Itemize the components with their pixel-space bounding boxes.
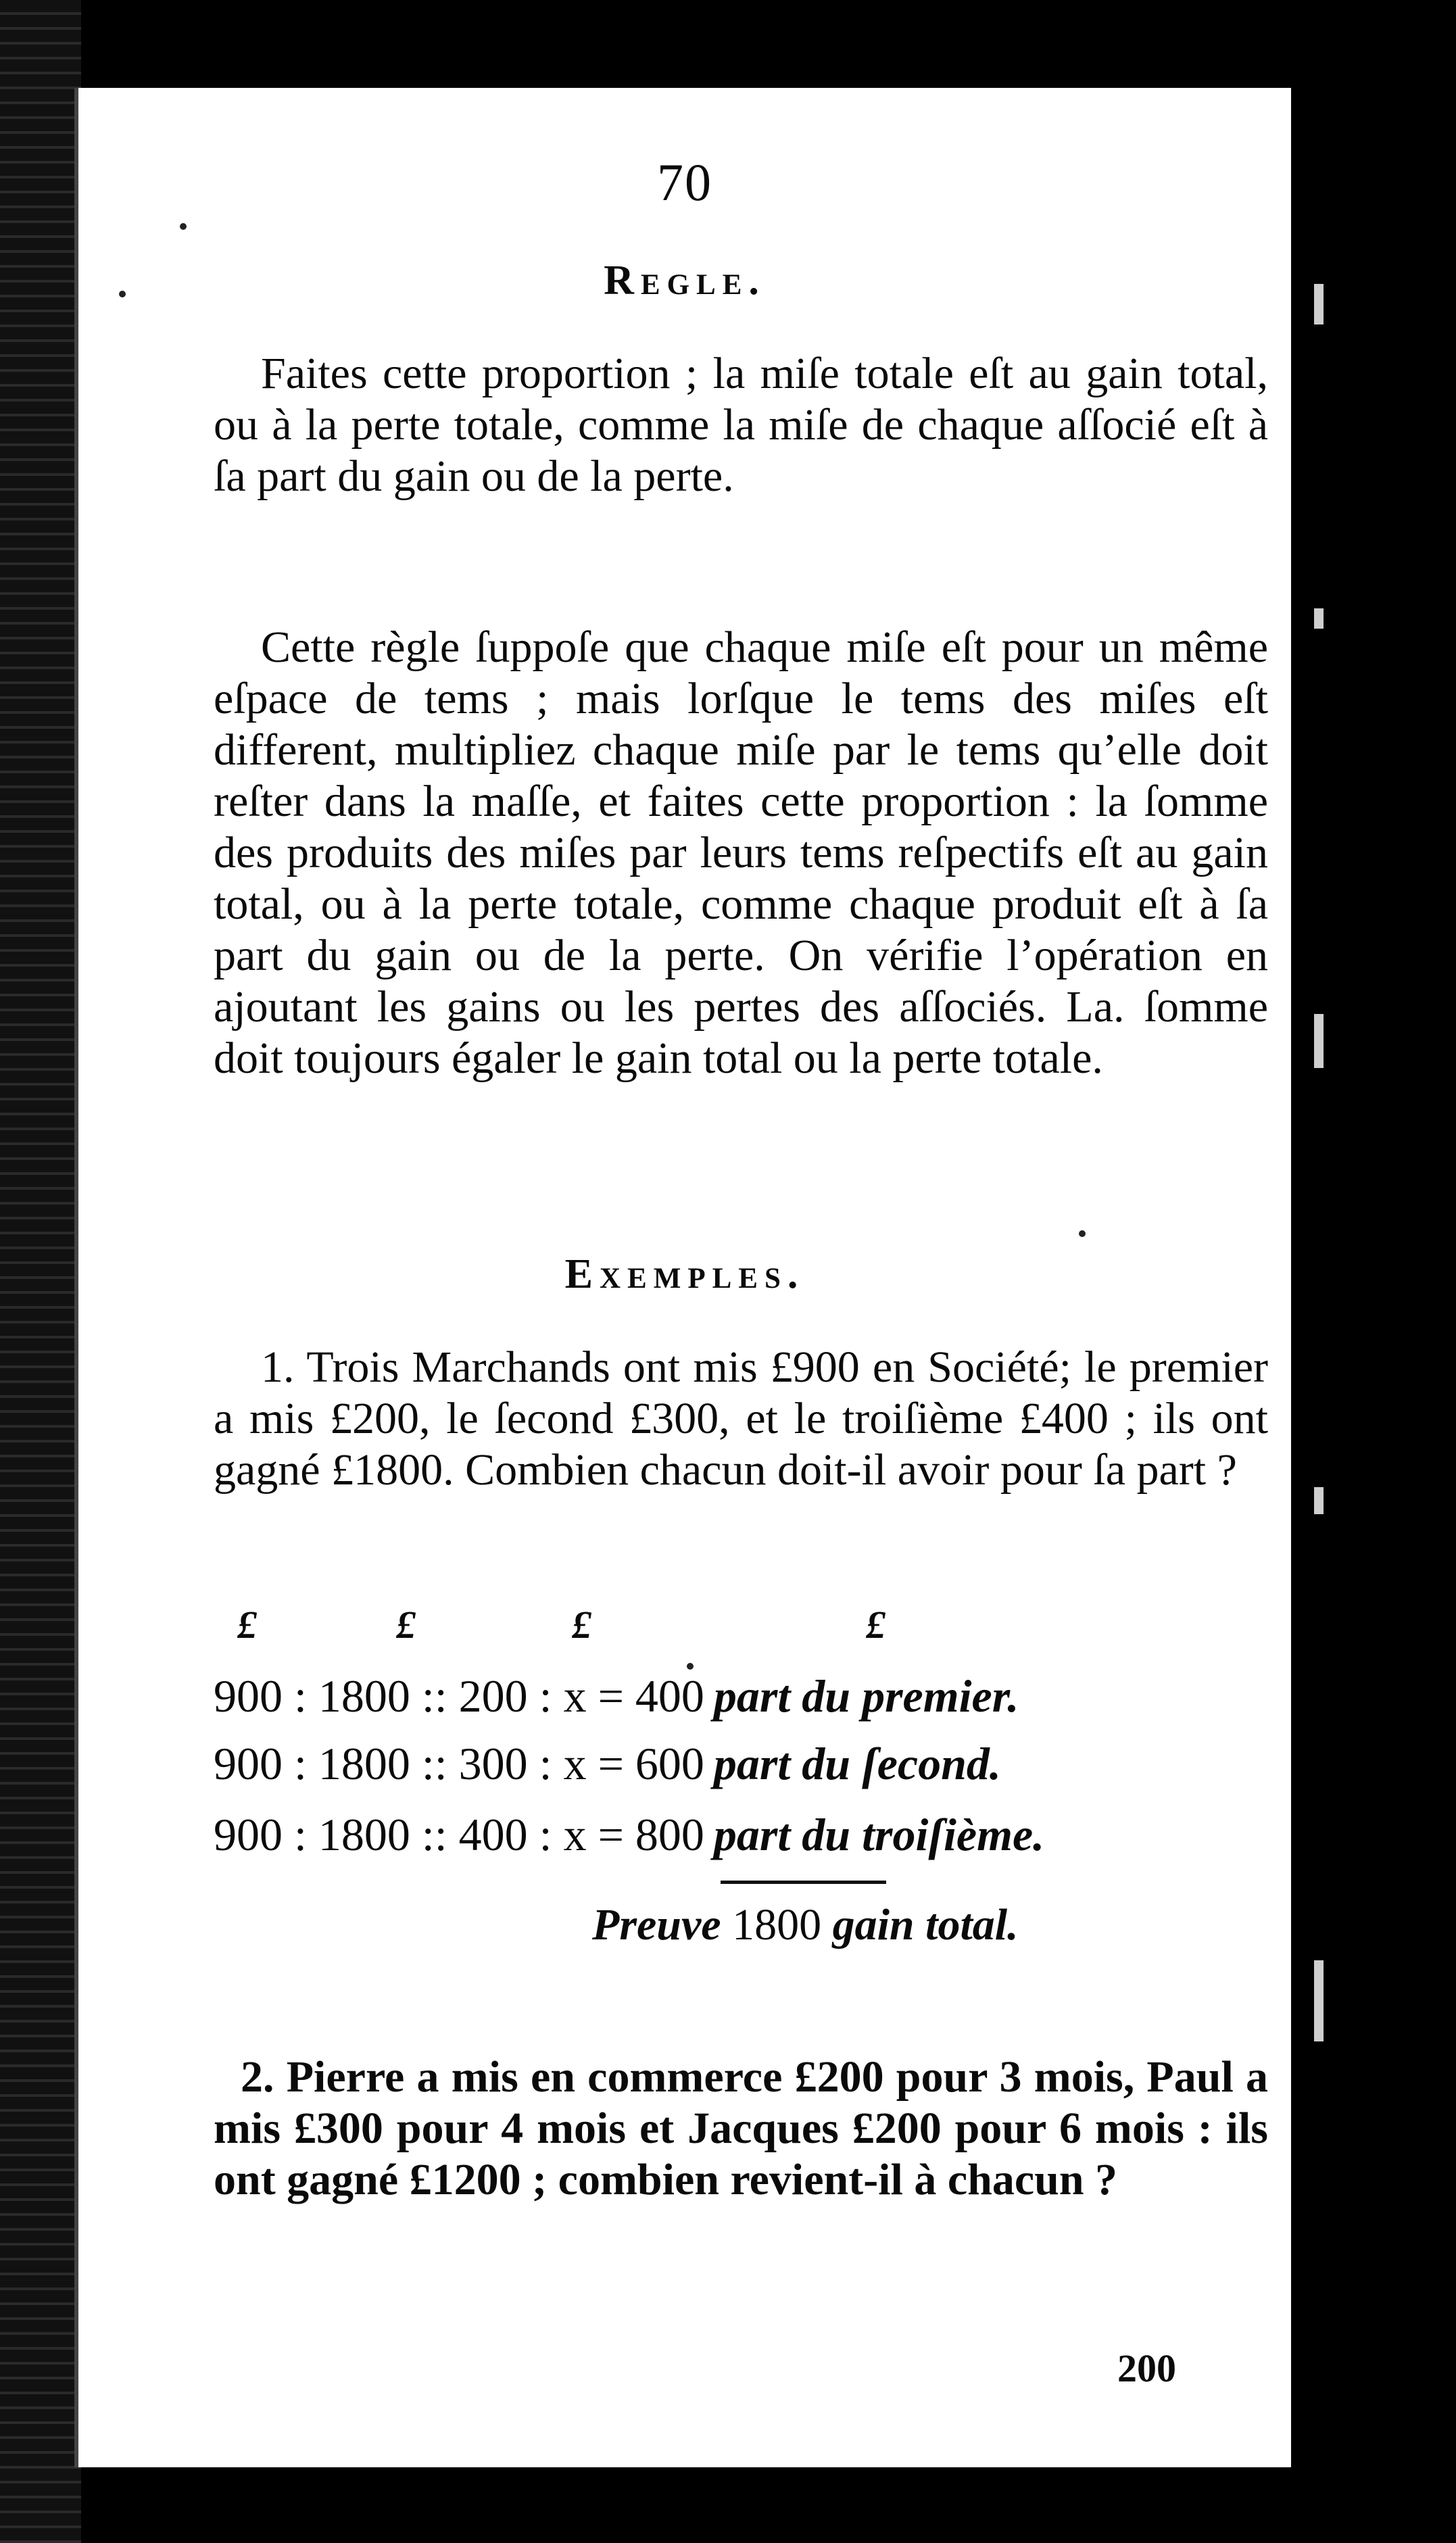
rule-paragraph: Faites cette proportion ; la miſe totale eſt au gain total, ou à la perte totale, comme la miſe de chaque aſſocié eſt à ſa part du gain ou de la perte. [214, 349, 1268, 501]
calculation-label: part du ſecond. [713, 1738, 1001, 1789]
currency-mark: £ [237, 1603, 257, 1647]
page-edge [1314, 0, 1456, 2543]
ink-speck [180, 223, 187, 230]
ink-speck [687, 1663, 694, 1670]
ink-speck [119, 291, 126, 297]
proof-word: Preuve [592, 1900, 721, 1949]
calculation-row [214, 1808, 1044, 1862]
calculation-expression: 900 : 1800 :: 200 : x = 400 [214, 1670, 704, 1722]
calculation-row [214, 1670, 1019, 1724]
proof-line [592, 1899, 1019, 1951]
example-two: 2. Pierre a mis en commerce £200 pour 3 mois, Paul a mis £300 pour 4 mois et Jacques £200 pour 6 mois : ils ont gagné £1200 ; combien revient-il à chacun ? [214, 2052, 1268, 2204]
ink-speck [1079, 1230, 1086, 1237]
currency-header [237, 1602, 1048, 1649]
calculation-label: part du troiſième. [713, 1809, 1045, 1860]
example-one: 1. Trois Marchands ont mis £900 en Société; le premier a mis £200, le ſecond £300, et le troiſième £400 ; ils ont gagné £1800. Combien chacun doit-il avoir pour ſa part ? [214, 1342, 1268, 1495]
calculation-expression: 900 : 1800 :: 400 : x = 800 [214, 1809, 704, 1860]
book-page [74, 88, 1291, 2467]
rule-heading: Regle. [604, 258, 766, 304]
catchword: 200 [1117, 2346, 1176, 2390]
sum-rule-line [721, 1881, 886, 1884]
proof-label: gain total. [832, 1900, 1019, 1949]
examples-heading: Exemples. [564, 1251, 805, 1297]
proof-value: 1800 [732, 1900, 822, 1949]
currency-mark: £ [866, 1603, 885, 1647]
book-binding [0, 0, 81, 2543]
calculation-label: part du premier. [713, 1670, 1019, 1722]
calculation-row [214, 1737, 1001, 1791]
currency-mark: £ [572, 1603, 591, 1647]
time-paragraph: Cette règle ſuppoſe que chaque miſe eſt pour un même eſpace de tems ; mais lorſque le tems des miſes eſt different, multipliez chaque miſe par le tems qu’elle doit reſter dans la maſſe, et faites cette proportion : la ſomme des produits des miſes par leurs tems reſpectifs eſt au gain total, ou à la perte totale, comme chaque produit eſt à ſa part du gain ou de la perte. On vérifie l’opération en ajoutant les gains ou les pertes des aſſociés. La. ſomme doit toujours égaler le gain total ou la perte totale. [214, 623, 1268, 1083]
calculation-expression: 900 : 1800 :: 300 : x = 600 [214, 1738, 704, 1789]
page-number: 70 [657, 153, 712, 212]
currency-mark: £ [396, 1603, 416, 1647]
